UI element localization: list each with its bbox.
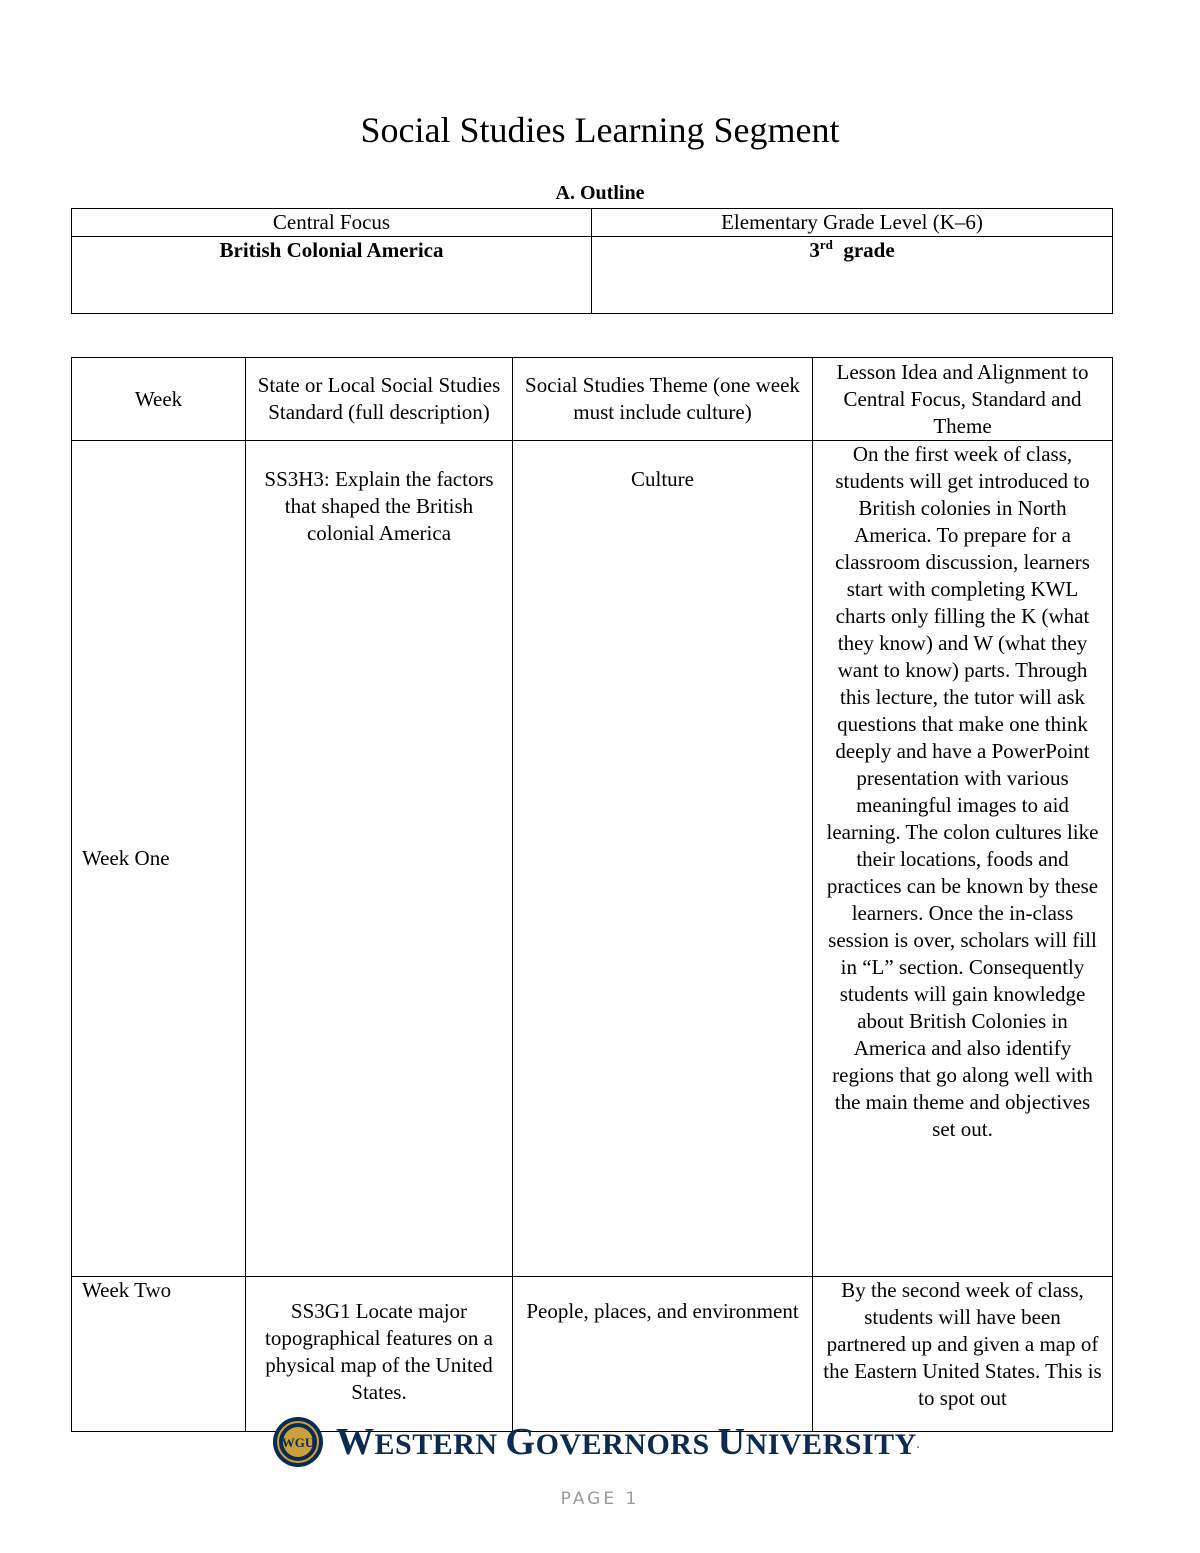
- grade-number: 3: [809, 238, 820, 262]
- theme-cell: Culture: [513, 441, 813, 1277]
- focus-value-row: [72, 237, 1113, 314]
- university-seal-icon: [272, 1416, 324, 1468]
- lesson-column-header: Lesson Idea and Alignment to Central Focus, Standard and Theme: [813, 358, 1113, 441]
- central-focus-header: Central Focus: [72, 209, 592, 237]
- wordmark-part: OVERNORS: [535, 1428, 718, 1461]
- wordmark-part: ESTERN: [374, 1428, 506, 1461]
- wordmark-letter: W: [336, 1421, 375, 1463]
- grade-level-header: Elementary Grade Level (K–6): [592, 209, 1113, 237]
- grade-level-value: [592, 237, 1113, 314]
- page-title: Social Studies Learning Segment: [360, 110, 840, 150]
- focus-header-row: [72, 209, 1113, 237]
- standard-column-header: State or Local Social Studies Standard (full description): [246, 358, 513, 441]
- central-focus-value: British Colonial America: [72, 237, 592, 314]
- grade-suffix: rd: [819, 237, 833, 252]
- learning-plan-table: [71, 357, 1113, 1432]
- wordmark-part: NIVERSITY: [745, 1428, 917, 1461]
- wordmark-trademark: .: [916, 1440, 920, 1450]
- wordmark-letter: U: [717, 1421, 746, 1463]
- section-heading: A. Outline: [555, 182, 645, 204]
- theme-column-header: Social Studies Theme (one week must include culture): [513, 358, 813, 441]
- standard-cell: SS3H3: Explain the factors that shaped the British colonial America: [246, 441, 513, 1277]
- plan-header-row: [72, 358, 1113, 441]
- central-focus-table: [71, 208, 1113, 314]
- theme-cell: People, places, and environment: [513, 1277, 813, 1432]
- week-cell: Week One: [72, 441, 246, 1277]
- wordmark-letter: G: [505, 1421, 536, 1463]
- seal-monogram: WGU: [281, 1435, 315, 1450]
- grade-word: grade: [843, 238, 895, 262]
- lesson-cell: On the first week of class, students will get introduced to British colonies in North America. To prepare for a classroom discussion, learners start with completing KWL charts only filling the K (what they know) and W (what they want to know) parts. Through this lecture, the tutor will ask questions that make one think deeply and have a PowerPoint presentation with various meaningful images to aid learning. The colon cultures like their locations, foods and practices can be known by these learners. Once the in-class session is over, scholars will fill in “L” section. Consequently students will gain knowledge about British Colonies in America and also identify regions that go along well with the main theme and objectives set out.: [813, 441, 1113, 1277]
- standard-cell: SS3G1 Locate major topographical features on a physical map of the United States.: [246, 1277, 513, 1432]
- page-number: PAGE 1: [560, 1489, 640, 1509]
- university-wordmark: [336, 1422, 920, 1465]
- week-cell: Week Two: [72, 1277, 246, 1432]
- week-column-header: Week: [72, 358, 246, 441]
- lesson-cell: By the second week of class, students will have been partnered up and given a map of the Eastern United States. This is to spot out: [813, 1277, 1113, 1432]
- table-row: [72, 441, 1113, 1277]
- university-logo: [270, 1414, 920, 1474]
- table-row: [72, 1277, 1113, 1432]
